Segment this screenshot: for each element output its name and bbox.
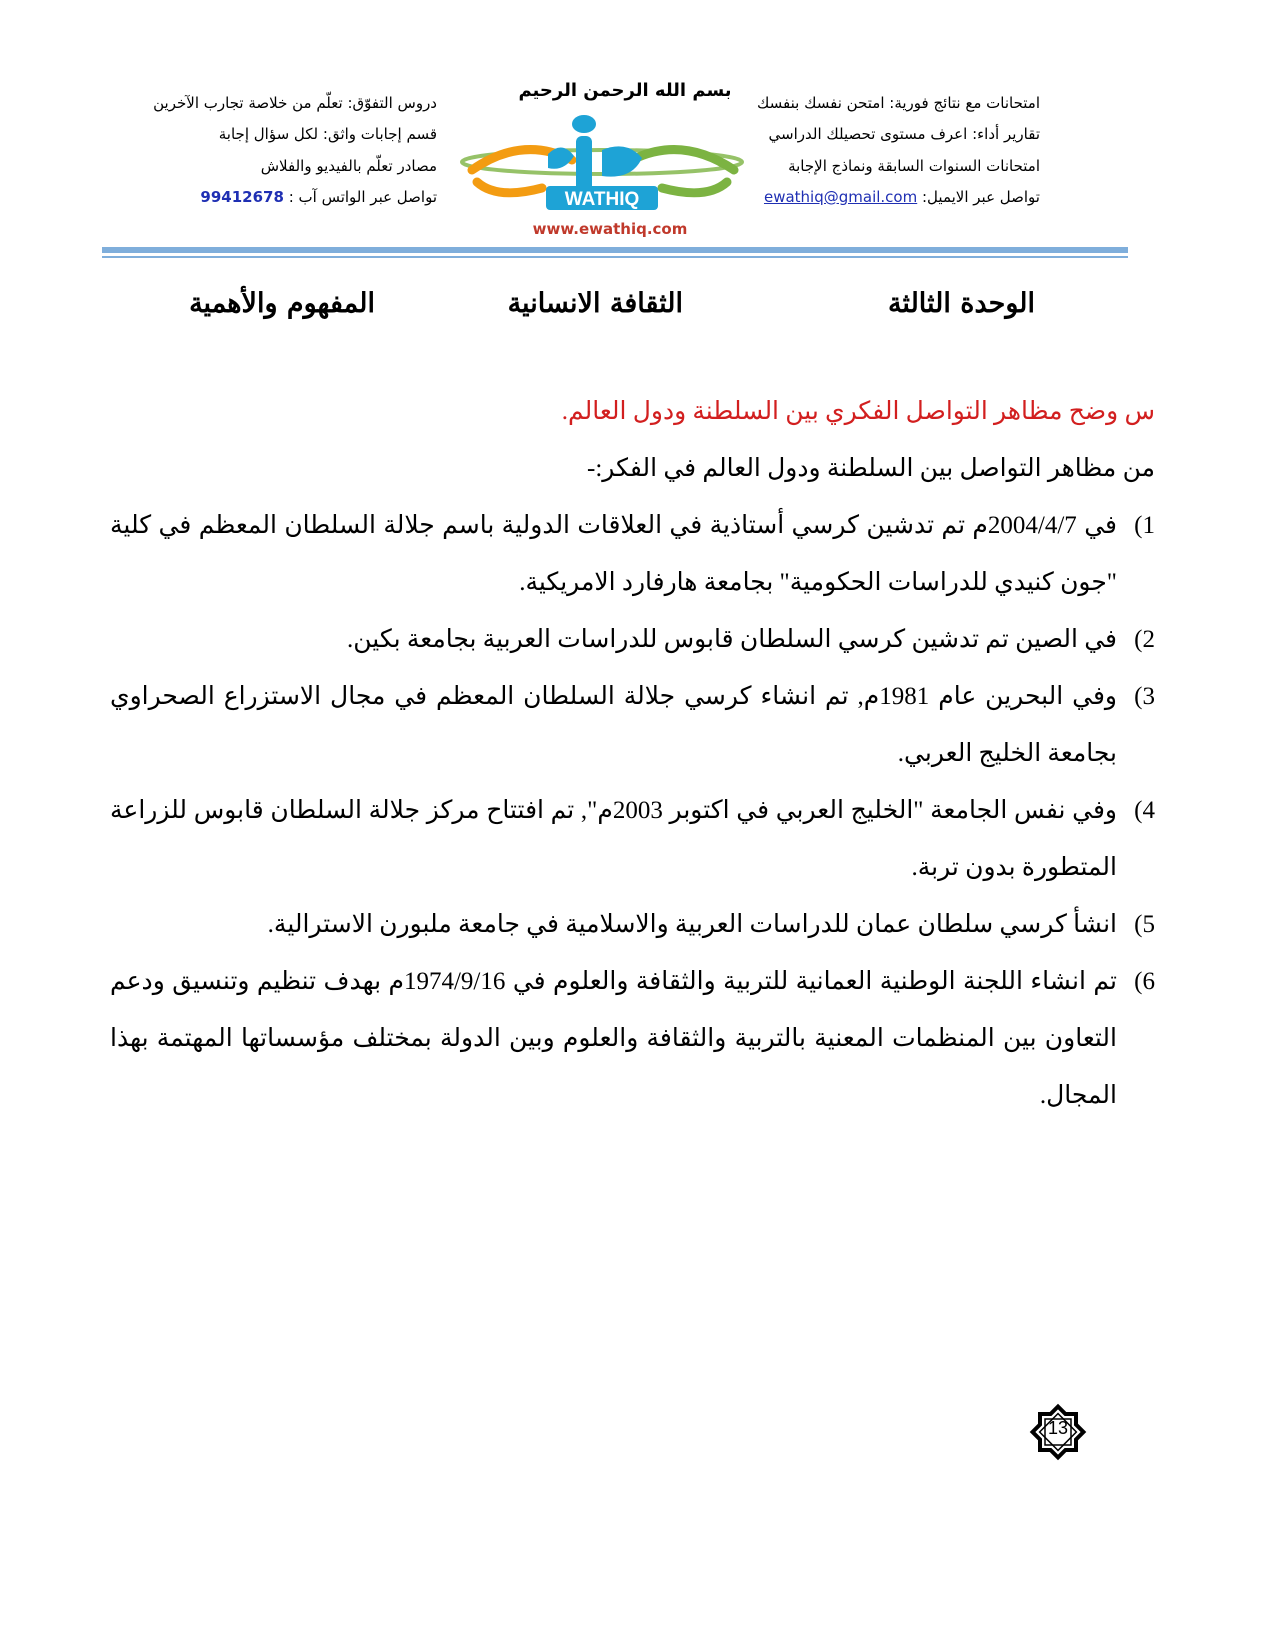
document-body xyxy=(110,383,1155,1124)
header-right-line-1: امتحانات مع نتائج فورية: امتحن نفسك بنفسك xyxy=(757,94,1040,112)
subject-heading: الثقافة الانسانية xyxy=(507,288,683,319)
item-text: انشأ كرسي سلطان عمان للدراسات العربية والاسلامية في جامعة ملبورن الاسترالية. xyxy=(267,911,1117,938)
website-link[interactable]: www.ewathiq.com xyxy=(532,220,688,238)
header-rule-thin xyxy=(102,256,1128,258)
item-text: في 2004/4/7م تم تدشين كرسي أستاذية في العلاقات الدولية باسم جلالة السلطان المعظم في كلية "جون كنيدي للدراسات الحكومية" بجامعة هارفارد الامريكية. xyxy=(110,512,1117,596)
logo-text: WATHIQ xyxy=(564,189,640,210)
item-text: وفي البحرين عام 1981م, تم انشاء كرسي جلالة السلطان المعظم في مجال الاستزراع الصحراوي بجامعة الخليج العربي. xyxy=(110,683,1117,767)
email-link[interactable]: ewathiq@gmail.com xyxy=(763,188,918,206)
item-number: 3) xyxy=(1134,683,1155,710)
list-item xyxy=(110,611,1155,668)
header-right-line-3: امتحانات السنوات السابقة ونماذج الإجابة xyxy=(788,157,1040,175)
item-text: في الصين تم تدشين كرسي السلطان قابوس للدراسات العربية بجامعة بكين. xyxy=(347,626,1117,653)
header-left-line-2: قسم إجابات واثق: لكل سؤال إجابة xyxy=(218,125,437,143)
header-rule xyxy=(102,247,1128,253)
topic-heading: المفهوم والأهمية xyxy=(189,288,375,319)
intro-text: من مظاهر التواصل بين السلطنة ودول العالم في الفكر:- xyxy=(587,455,1155,482)
header-email-line xyxy=(764,187,1040,207)
list-item xyxy=(110,782,1155,896)
email-label: تواصل عبر الايميل: xyxy=(922,188,1040,206)
item-number: 6) xyxy=(1134,968,1155,995)
wathiq-logo xyxy=(452,110,752,220)
whatsapp-label: تواصل عبر الواتس آب : xyxy=(288,188,437,206)
unit-heading: الوحدة الثالثة xyxy=(887,288,1035,319)
list-item xyxy=(110,896,1155,953)
header-left-line-3: مصادر تعلّم بالفيديو والفلاش xyxy=(260,157,437,175)
page-number: 13 xyxy=(1047,1418,1069,1438)
list-item xyxy=(110,668,1155,782)
item-text: تم انشاء اللجنة الوطنية العمانية للتربية والثقافة والعلوم في 1974/9/16م بهدف تنظيم وتنسيق ودعم التعاون بين المنظمات المعنية بالتربية والثقافة والعلوم وبين الدولة بمختلف مؤسساتها المهتمة بهذا المجال. xyxy=(110,968,1117,1109)
list-item xyxy=(110,953,1155,1124)
header-whatsapp-line xyxy=(200,187,437,207)
item-number: 4) xyxy=(1134,797,1155,824)
item-number: 2) xyxy=(1134,626,1155,653)
basmala: بسم الله الرحمن الرحيم xyxy=(518,80,732,101)
question-text: س وضح مظاهر التواصل الفكري بين السلطنة ودول العالم. xyxy=(561,398,1155,425)
item-number: 1) xyxy=(1134,512,1155,539)
item-number: 5) xyxy=(1134,911,1155,938)
whatsapp-number[interactable]: 99412678 xyxy=(200,188,284,206)
header-left-line-1: دروس التفوّق: تعلّم من خلاصة تجارب الآخرين xyxy=(153,94,437,112)
item-text: وفي نفس الجامعة "الخليج العربي في اكتوبر 2003م", تم افتتاح مركز جلالة السلطان قابوس للزراعة المتطورة بدون تربة. xyxy=(110,797,1117,881)
header-right-line-2: تقارير أداء: اعرف مستوى تحصيلك الدراسي xyxy=(768,125,1040,143)
list-item xyxy=(110,497,1155,611)
